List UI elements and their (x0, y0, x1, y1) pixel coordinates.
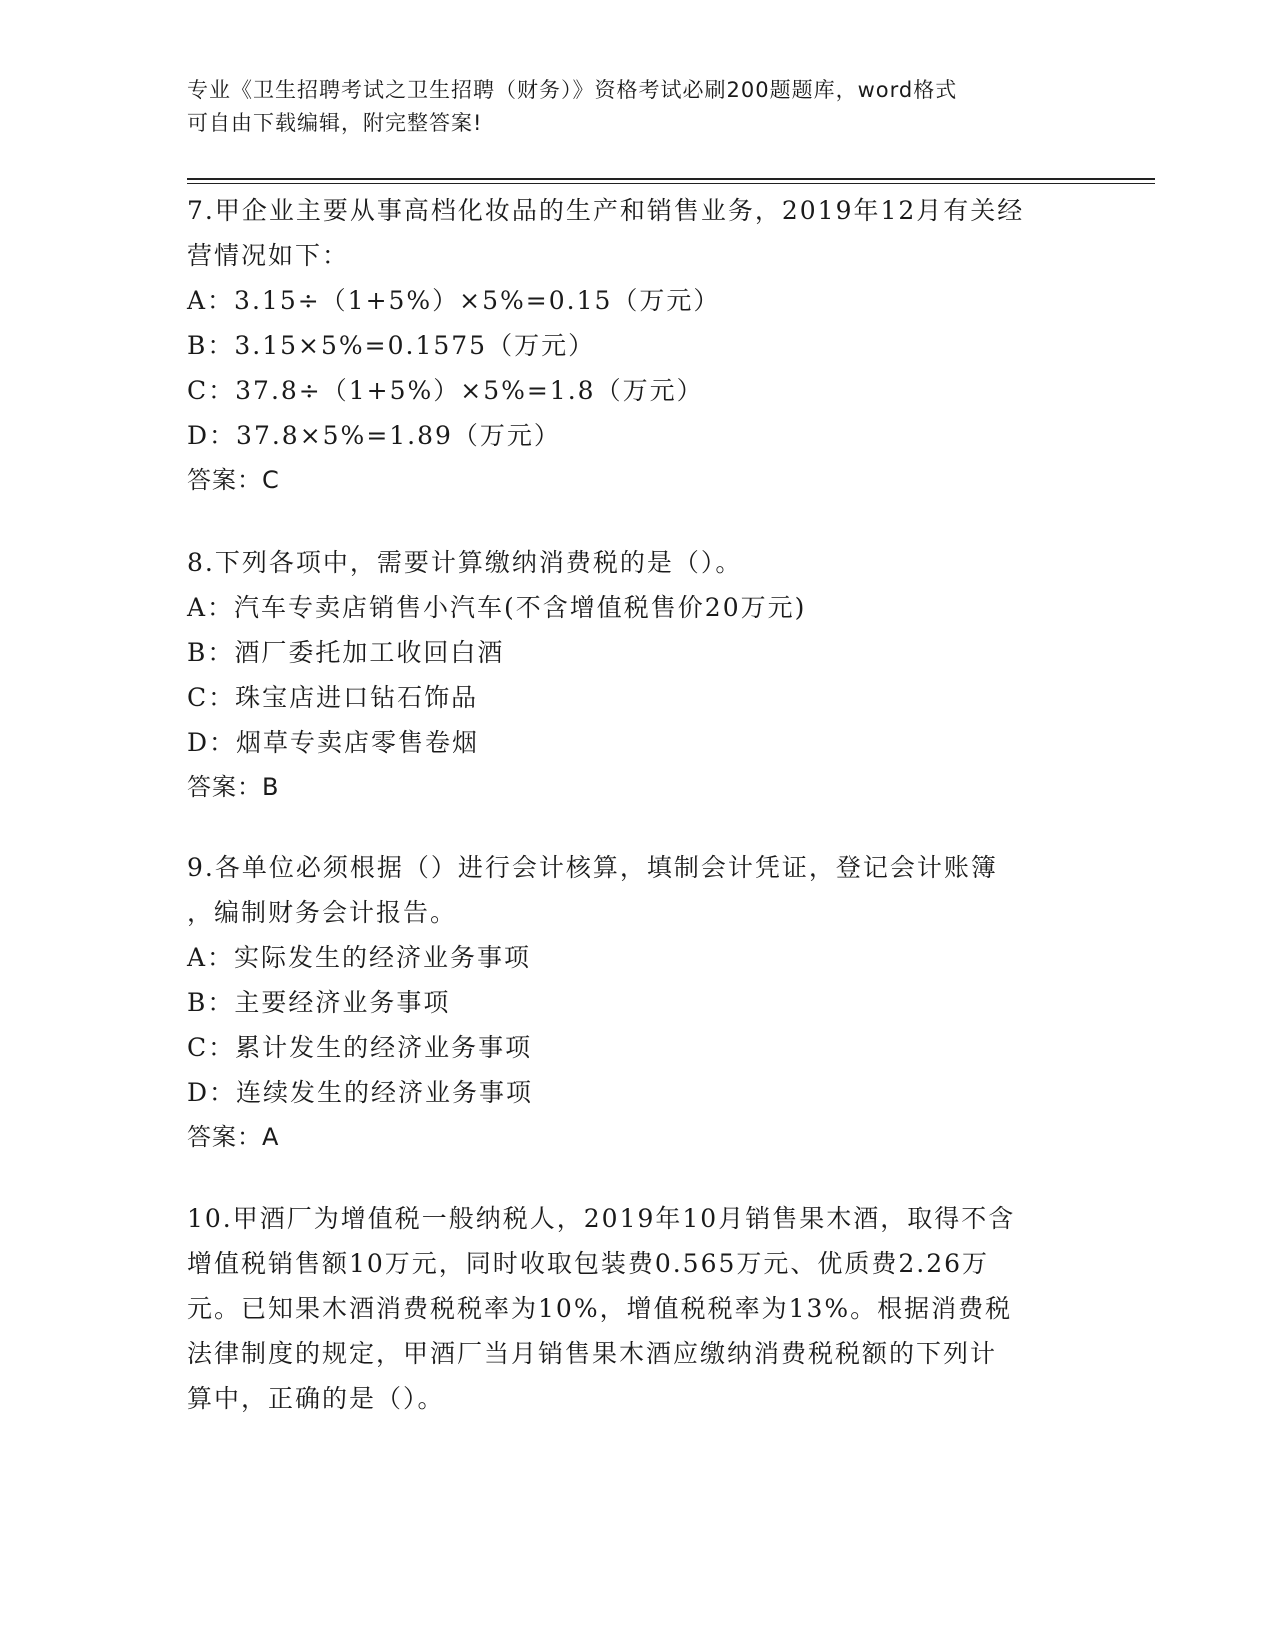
header-divider-thick (187, 178, 1155, 180)
option-a: A：汽车专卖店销售小汽车(不含增值税售价20万元) (187, 593, 807, 622)
header-line-1: 专业《卫生招聘考试之卫生招聘（财务）》资格考试必刷200题题库，word格式 (187, 78, 958, 102)
question-stem-line: 8.下列各项中，需要计算缴纳消费税的是（）。 (187, 548, 743, 577)
option-a: A：实际发生的经济业务事项 (187, 943, 532, 972)
question-8 (187, 540, 1087, 810)
question-stem-line: 10.甲酒厂为增值税一般纳税人，2019年10月销售果木酒，取得不含 (187, 1204, 1016, 1233)
option-b: B：3.15×5%=0.1575（万元） (187, 331, 596, 360)
question-stem-line: 元。已知果木酒消费税税率为10%，增值税税率为13%。根据消费税 (187, 1294, 1013, 1323)
question-stem-line: 算中，正确的是（）。 (187, 1384, 445, 1413)
question-10 (187, 1196, 1087, 1421)
option-d: D：烟草专卖店零售卷烟 (187, 728, 480, 757)
header-divider-thin (187, 183, 1155, 184)
answer: 答案：B (187, 773, 280, 801)
option-b: B：酒厂委托加工收回白酒 (187, 638, 505, 667)
question-7 (187, 188, 1087, 503)
question-stem-line: 增值税销售额10万元，同时收取包装费0.565万元、优质费2.26万 (187, 1249, 990, 1278)
option-d: D：37.8×5%=1.89（万元） (187, 421, 561, 450)
option-b: B：主要经济业务事项 (187, 988, 451, 1017)
question-stem-line: 法律制度的规定，甲酒厂当月销售果木酒应缴纳消费税税额的下列计 (187, 1339, 998, 1368)
answer: 答案：A (187, 1123, 280, 1151)
option-c: C：累计发生的经济业务事项 (187, 1033, 533, 1062)
answer: 答案：C (187, 466, 280, 494)
document-header (187, 74, 1087, 140)
question-9 (187, 845, 1087, 1160)
question-stem-line: 营情况如下： (187, 241, 350, 270)
header-line-2: 可自由下载编辑，附完整答案! (187, 111, 483, 135)
question-stem-line: 7.甲企业主要从事高档化妆品的生产和销售业务，2019年12月有关经 (187, 196, 1025, 225)
question-stem-line: ，编制财务会计报告。 (187, 898, 458, 927)
option-c: C：珠宝店进口钻石饰品 (187, 683, 479, 712)
option-d: D：连续发生的经济业务事项 (187, 1078, 534, 1107)
option-a: A：3.15÷（1+5%）×5%=0.15（万元） (187, 286, 721, 315)
option-c: C：37.8÷（1+5%）×5%=1.8（万元） (187, 376, 704, 405)
question-stem-line: 9.各单位必须根据（）进行会计核算，填制会计凭证，登记会计账簿 (187, 853, 998, 882)
